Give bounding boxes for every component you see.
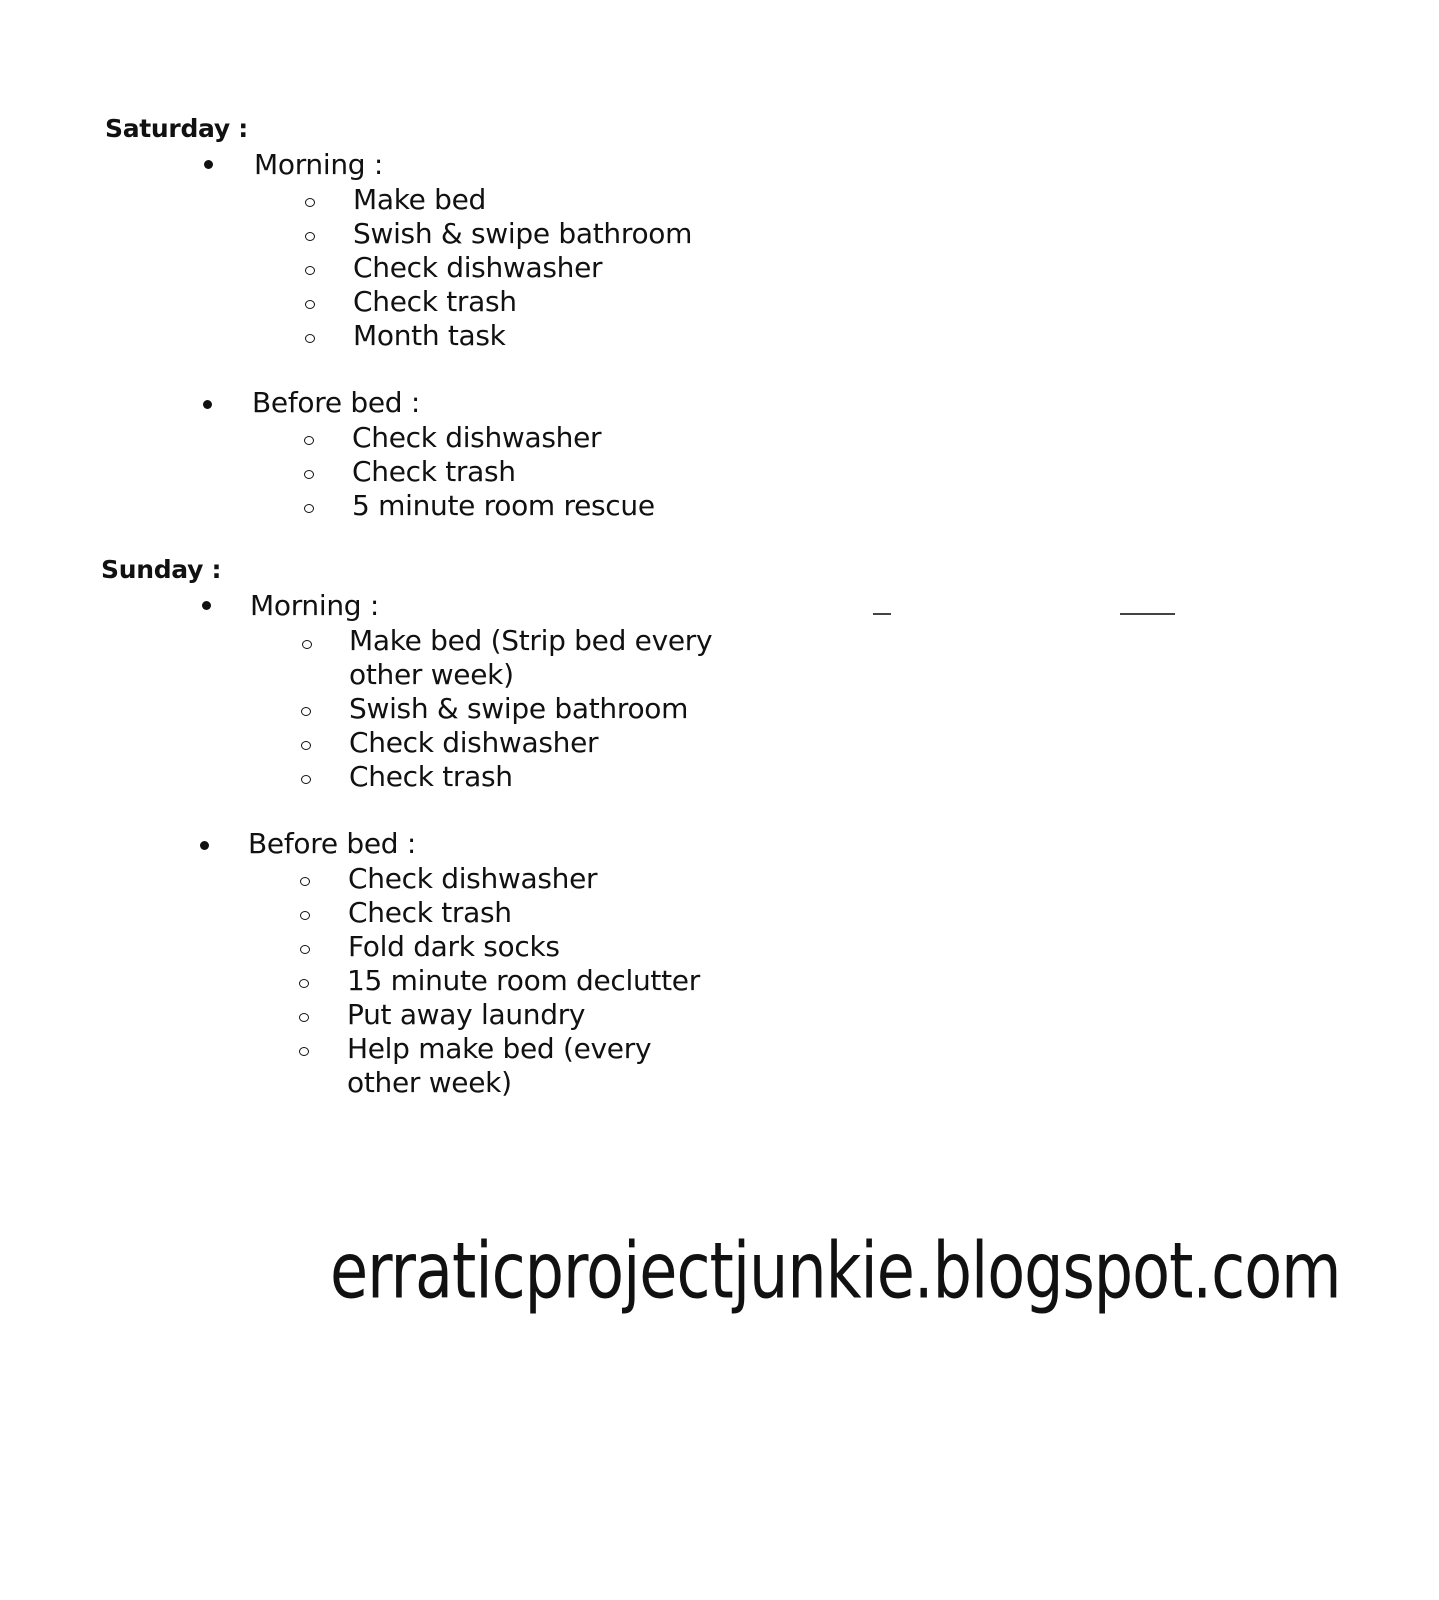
circle-bullet-icon [299, 1047, 309, 1056]
section-label-saturday-before-bed: Before bed : [252, 386, 420, 419]
circle-bullet-icon [300, 911, 310, 920]
circle-bullet-icon [299, 1013, 309, 1022]
day-heading-sunday: Sunday : [101, 555, 222, 584]
day-heading-saturday: Saturday : [105, 114, 248, 143]
circle-bullet-icon [300, 945, 310, 954]
task-item: Check trash [348, 896, 512, 929]
task-item: Check trash [352, 455, 516, 488]
circle-bullet-icon [304, 436, 314, 445]
task-item: Make bed (Strip bed every other week) [349, 624, 713, 691]
circle-bullet-icon [301, 707, 311, 716]
circle-bullet-icon [305, 300, 315, 309]
section-label-sunday-morning: Morning : [250, 589, 379, 622]
task-item: Swish & swipe bathroom [353, 217, 693, 250]
bullet-icon [200, 841, 209, 850]
section-label-saturday-morning: Morning : [254, 148, 383, 181]
task-item: Make bed [353, 183, 487, 216]
task-item: Month task [353, 319, 506, 352]
circle-bullet-icon [302, 640, 312, 649]
bullet-icon [203, 400, 212, 409]
circle-bullet-icon [305, 266, 315, 275]
task-item: Check trash [349, 760, 513, 793]
scan-speck [873, 613, 891, 615]
task-item: Check dishwasher [352, 421, 602, 454]
task-item: Check dishwasher [349, 726, 599, 759]
circle-bullet-icon [304, 470, 314, 479]
circle-bullet-icon [299, 979, 309, 988]
scan-speck [1120, 613, 1175, 615]
task-item: Check dishwasher [348, 862, 598, 895]
circle-bullet-icon [300, 877, 310, 886]
bullet-icon [204, 160, 213, 169]
circle-bullet-icon [301, 741, 311, 750]
task-item: Swish & swipe bathroom [349, 692, 689, 725]
task-item: Fold dark socks [348, 930, 560, 963]
circle-bullet-icon [305, 198, 315, 207]
task-item: Check dishwasher [353, 251, 603, 284]
footer-url: erraticprojectjunkie.blogspot.com [330, 1225, 1341, 1317]
task-item: Help make bed (every other week) [347, 1032, 652, 1099]
section-label-sunday-before-bed: Before bed : [248, 827, 416, 860]
task-item: 15 minute room declutter [347, 964, 700, 997]
circle-bullet-icon [305, 232, 315, 241]
task-item: 5 minute room rescue [352, 489, 655, 522]
circle-bullet-icon [301, 775, 311, 784]
circle-bullet-icon [304, 504, 314, 513]
circle-bullet-icon [305, 334, 315, 343]
task-item: Check trash [353, 285, 517, 318]
task-item: Put away laundry [347, 998, 586, 1031]
bullet-icon [202, 601, 211, 610]
